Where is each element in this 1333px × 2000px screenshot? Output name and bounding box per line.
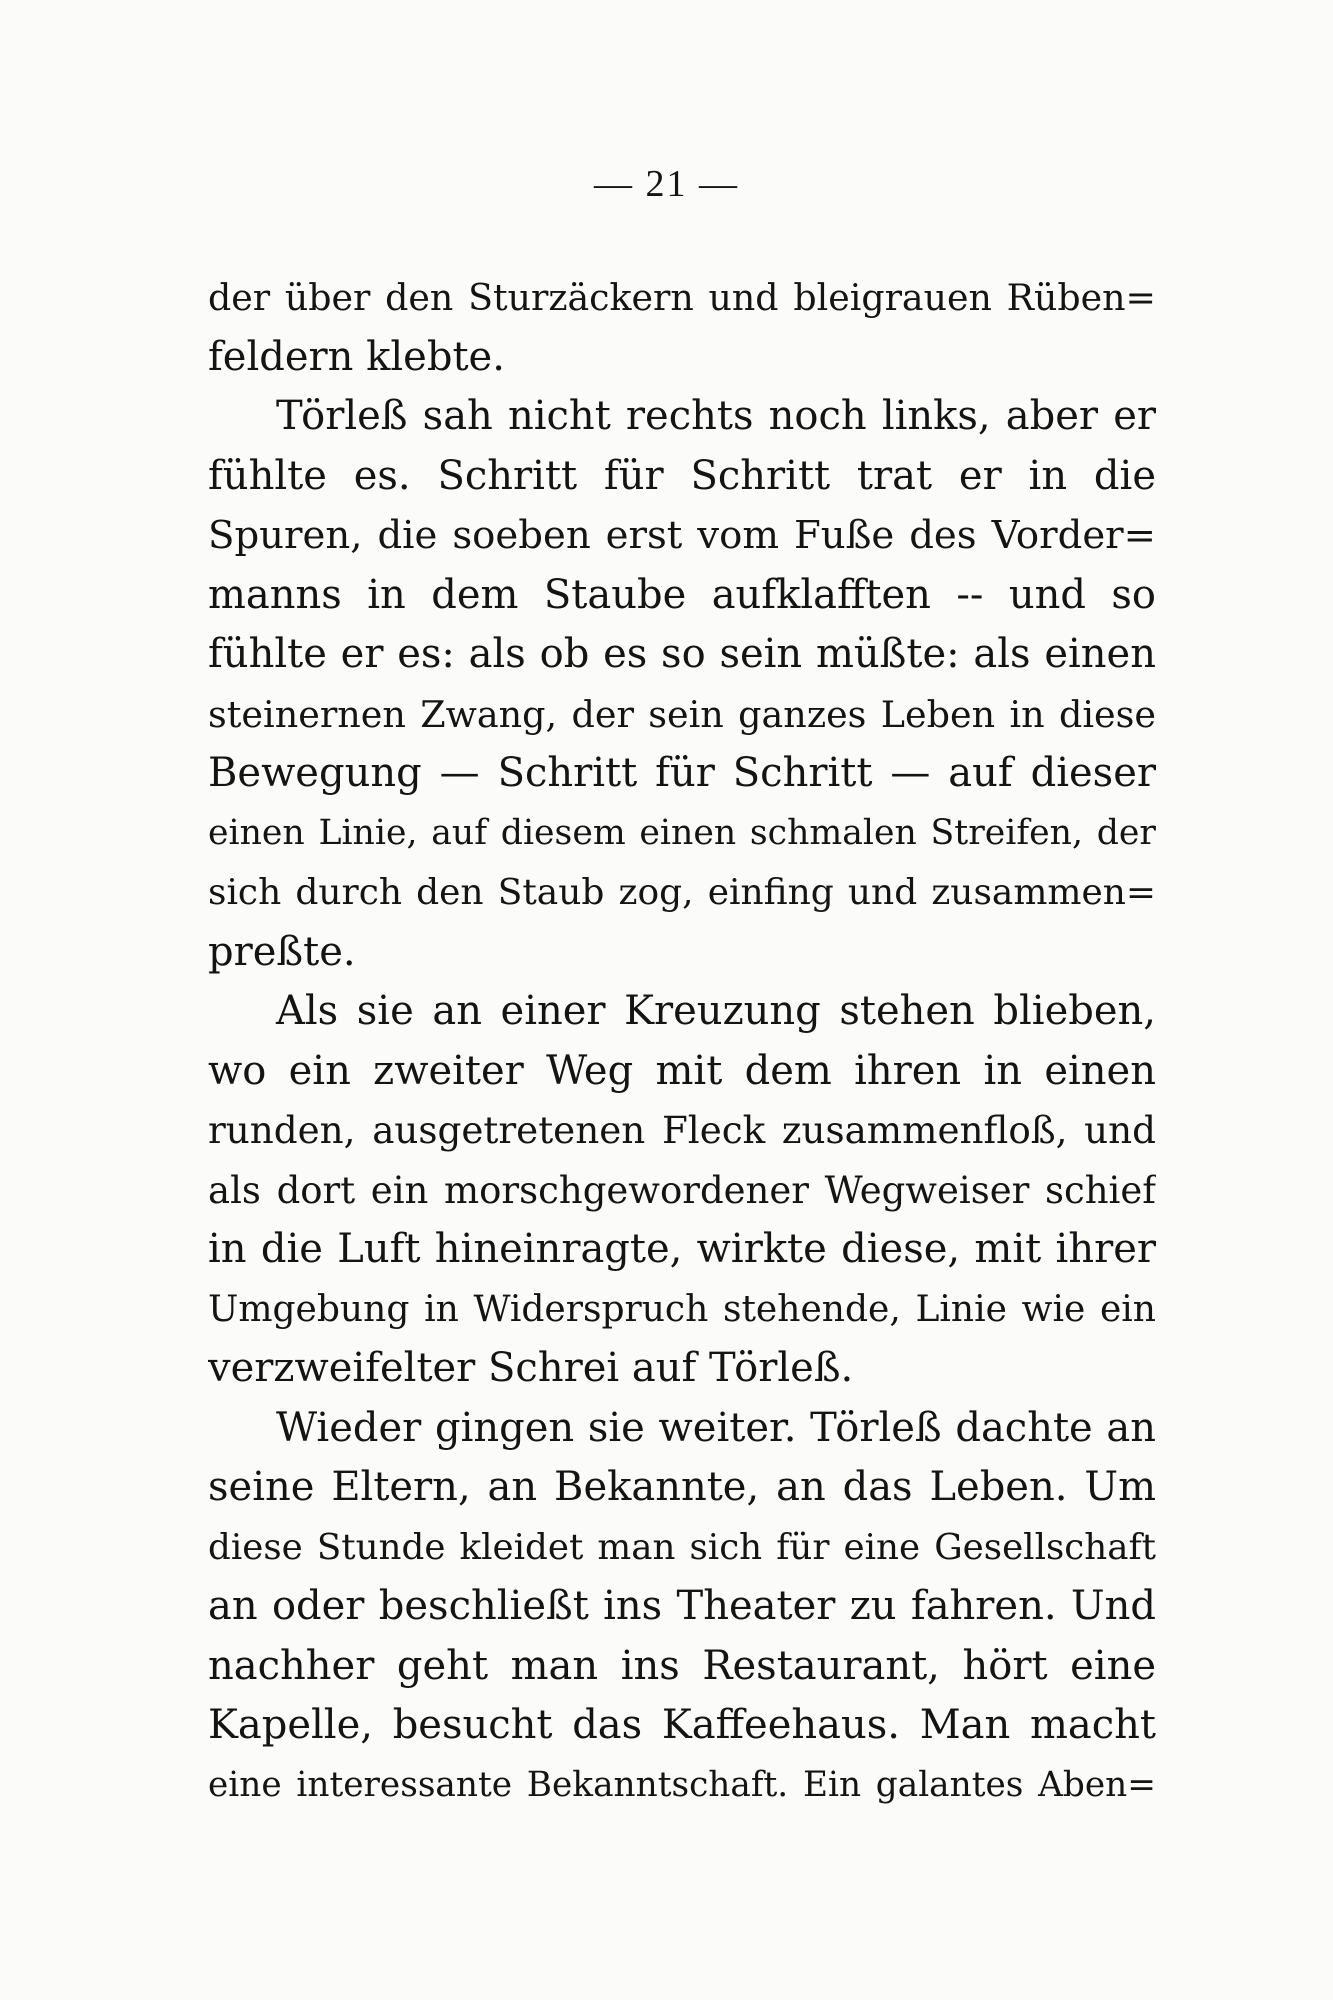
text-line: Spuren, die soeben erst vom Fuße des Vorder=	[208, 513, 1156, 558]
text-line: manns in dem Staube aufklafften -- und so	[208, 571, 1156, 618]
text-line: fühlte er es: als ob es so sein müßte: als einen	[208, 631, 1156, 677]
text-line: diese Stunde kleidet man sich für eine Gesellschaft	[208, 1526, 1156, 1568]
text-line: preßte.	[208, 928, 356, 975]
text-line: Wieder gingen sie weiter. Törleß dachte an	[276, 1404, 1156, 1451]
text-line: nachher geht man ins Restaurant, hört eine	[208, 1642, 1156, 1689]
body-text	[208, 268, 1156, 1815]
text-line: runden, ausgetretenen Fleck zusammenfloß, und	[208, 1108, 1156, 1152]
text-line: an oder beschließt ins Theater zu fahren. Und	[208, 1583, 1156, 1629]
text-line: steinernen Zwang, der sein ganzes Leben in diese	[208, 692, 1156, 736]
page-number: — 21 —	[594, 163, 739, 205]
text-line: sich durch den Staub zog, einfing und zusammen=	[208, 872, 1156, 913]
text-line: der über den Sturzäckern und bleigrauen Rüben=	[208, 276, 1156, 319]
text-line: seine Eltern, an Bekannte, an das Leben. Um	[208, 1464, 1156, 1510]
text-line: fühlte es. Schritt für Schritt trat er in die	[208, 452, 1156, 499]
text-line: Kapelle, besucht das Kaffeehaus. Man macht	[208, 1702, 1156, 1748]
text-line: Umgebung in Widerspruch stehende, Linie wie ein	[208, 1288, 1156, 1330]
text-line: verzweifelter Schrei auf Törleß.	[208, 1345, 854, 1391]
text-line: einen Linie, auf diesem einen schmalen Streifen, der	[208, 812, 1156, 853]
text-line: als dort ein morschgewordener Wegweiser schief	[208, 1168, 1156, 1212]
text-line: Als sie an einer Kreuzung stehen blieben,	[276, 988, 1156, 1034]
text-line: feldern klebte.	[208, 333, 505, 380]
text-line: eine interessante Bekanntschaft. Ein galantes Aben=	[208, 1764, 1156, 1805]
text-line: Bewegung — Schritt für Schritt — auf dieser	[208, 750, 1156, 796]
text-line: wo ein zweiter Weg mit dem ihren in einen	[208, 1047, 1156, 1094]
text-line: Törleß sah nicht rechts noch links, aber er	[276, 393, 1156, 439]
text-line: in die Luft hineinragte, wirkte diese, mit ihrer	[208, 1226, 1156, 1272]
